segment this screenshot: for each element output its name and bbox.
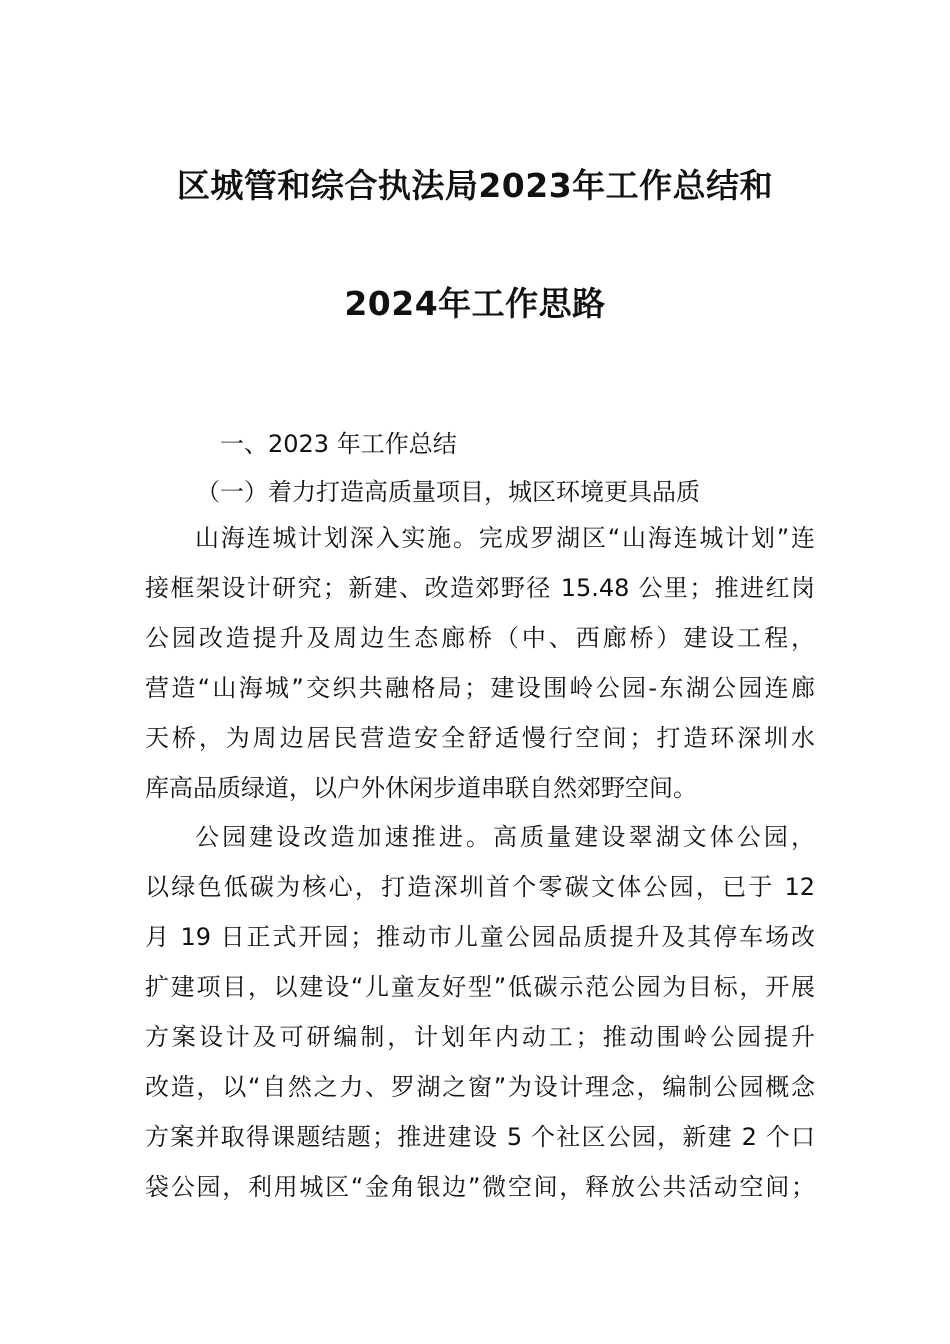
paragraph-line: 公园建设改造加速推进。高质量建设翠湖文体公园， bbox=[195, 823, 815, 851]
section-heading: 一、2023 年工作总结 bbox=[220, 430, 457, 458]
paragraph-line: 以绿色低碳为核心，打造深圳首个零碳文体公园，已于 12 bbox=[145, 873, 815, 901]
paragraph-line: 库高品质绿道，以户外休闲步道串联自然郊野空间。 bbox=[145, 774, 697, 802]
paragraph-line: 接框架设计研究；新建、改造郊野径 15.48 公里；推进红岗 bbox=[145, 574, 815, 602]
paragraph-1 bbox=[145, 513, 815, 813]
document-title-line-1: 区城管和综合执法局2023年工作总结和 bbox=[176, 166, 774, 205]
paragraph-2 bbox=[145, 812, 815, 1212]
paragraph-line: 扩建项目，以建设“儿童友好型”低碳示范公园为目标，开展 bbox=[145, 973, 815, 1001]
paragraph-line: 改造，以“自然之力、罗湖之窗”为设计理念，编制公园概念 bbox=[145, 1073, 815, 1101]
subsection-heading: （一）着力打造高质量项目，城区环境更具品质 bbox=[196, 478, 700, 506]
document-title-line-2: 2024年工作思路 bbox=[344, 284, 606, 323]
paragraph-line: 天桥，为周边居民营造安全舒适慢行空间；打造环深圳水 bbox=[145, 724, 815, 752]
paragraph-line: 山海连城计划深入实施。完成罗湖区“山海连城计划”连 bbox=[195, 524, 815, 552]
paragraph-line: 方案并取得课题结题；推进建设 5 个社区公园，新建 2 个口 bbox=[145, 1123, 815, 1151]
paragraph-line: 袋公园，利用城区“金角银边”微空间，释放公共活动空间； bbox=[145, 1173, 815, 1201]
paragraph-line: 营造“山海城”交织共融格局；建设围岭公园-东湖公园连廊 bbox=[145, 674, 815, 702]
paragraph-line: 方案设计及可研编制，计划年内动工；推动围岭公园提升 bbox=[145, 1023, 815, 1051]
paragraph-line: 月 19 日正式开园；推动市儿童公园品质提升及其停车场改 bbox=[145, 923, 815, 951]
paragraph-line: 公园改造提升及周边生态廊桥（中、西廊桥）建设工程， bbox=[145, 624, 815, 652]
